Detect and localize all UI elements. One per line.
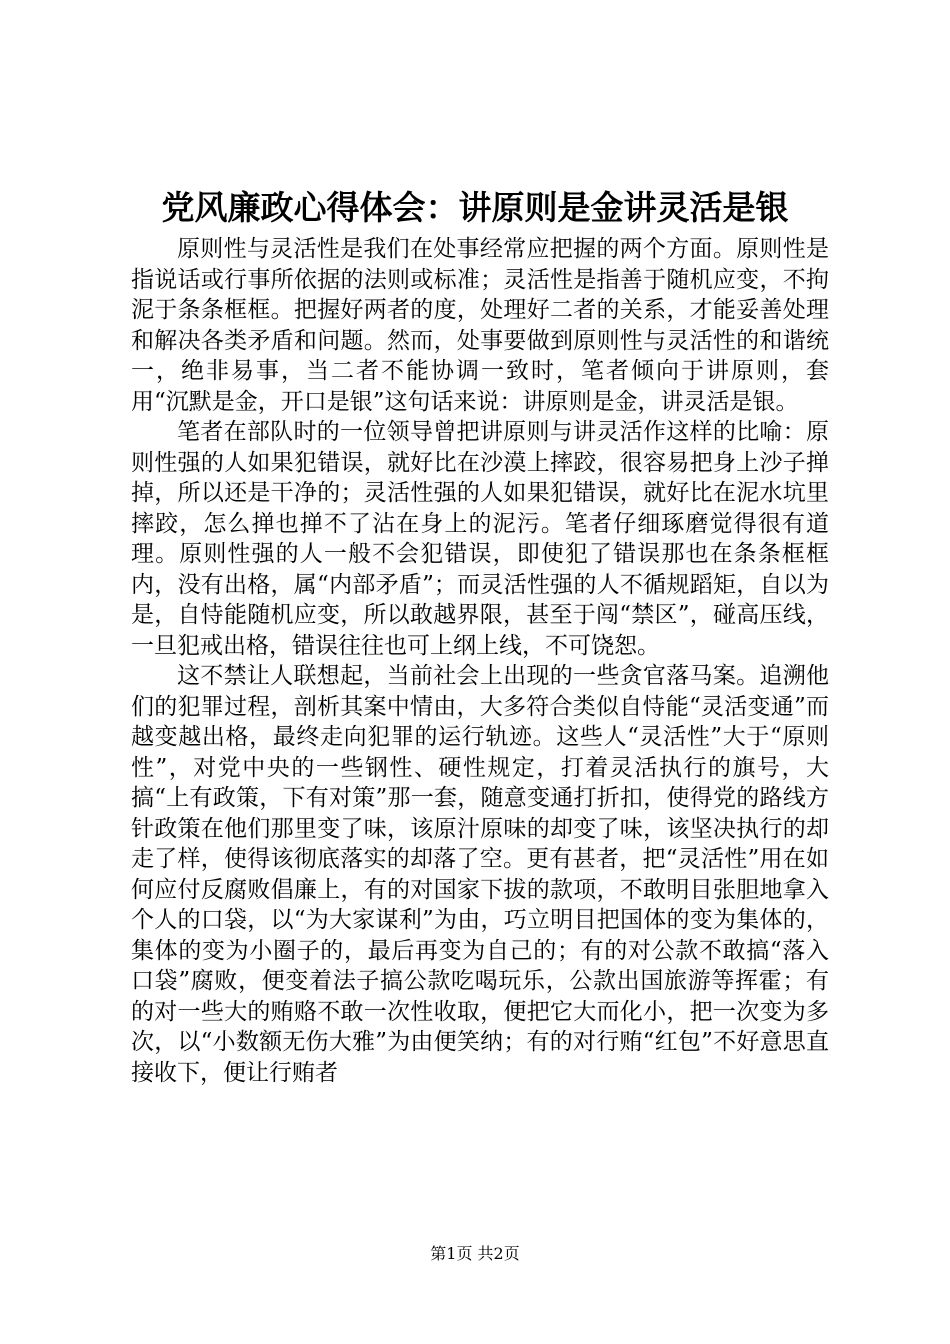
page-number-footer: 第1页 共2页 (430, 1244, 520, 1263)
paragraph-3: 这不禁让人联想起，当前社会上出现的一些贪官落马案。追溯他们的犯罪过程，剖析其案中情由，大多符合类似自恃能“灵活变通”而越变越出格，最终走向犯罪的运行轨迹。这些人“灵活性”大于“原则性”，对党中央的一些钢性、硬性规定，打着灵活执行的旗号，大搞“上有政策，下有对策”那一套，随意变通打折扣，使得党的路线方针政策在他们那里变了味，该原汁原味的却变了味，该坚决执行的却走了样，使得该彻底落实的却落了空。更有甚者，把“灵活性”用在如何应付反腐败倡廉上，有的对国家下拔的款项，不敢明目张胆地拿入个人的口袋，以“为大家谋利”为由，巧立明目把国体的变为集体的，集体的变为小圈子的，最后再变为自己的；有的对公款不敢搞“落入口袋”腐败，便变着法子搞公款吃喝玩乐，公款出国旅游等挥霍；有的对一些大的贿赂不敢一次性收取，便把它大而化小，把一次变为多次，以“小数额无伤大雅”为由便笑纳；有的对行贿“红包”不好意思直接收下，便让行贿者 (131, 663, 829, 1086)
paragraph-2: 笔者在部队时的一位领导曾把讲原则与讲灵活作这样的比喻：原则性强的人如果犯错误，就好比在沙漠上摔跤，很容易把身上沙子掸掉，所以还是干净的；灵活性强的人如果犯错误，就好比在泥水坑里摔跤，怎么掸也掸不了沾在身上的泥污。笔者仔细琢磨觉得很有道理。原则性强的人一般不会犯错误，即使犯了错误那也在条条框框内，没有出格，属“内部矛盾”；而灵活性强的人不循规蹈矩，自以为是，自恃能随机应变，所以敢越界限，甚至于闯“禁区”，碰高压线，一旦犯戒出格，错误往往也可上纲上线，不可饶恕。 (131, 419, 829, 659)
paragraph-1: 原则性与灵活性是我们在处事经常应把握的两个方面。原则性是指说话或行事所依据的法则或标准；灵活性是指善于随机应变，不拘泥于条条框框。把握好两者的度，处理好二者的关系，才能妥善处理和解决各类矛盾和问题。然而，处事要做到原则性与灵活性的和谐统一，绝非易事，当二者不能协调一致时，笔者倾向于讲原则，套用“沉默是金，开口是银”这句话来说：讲原则是金，讲灵活是银。 (131, 236, 829, 415)
document-title: 党风廉政心得体会：讲原则是金讲灵活是银 (161, 188, 789, 227)
document-body (131, 234, 829, 1088)
